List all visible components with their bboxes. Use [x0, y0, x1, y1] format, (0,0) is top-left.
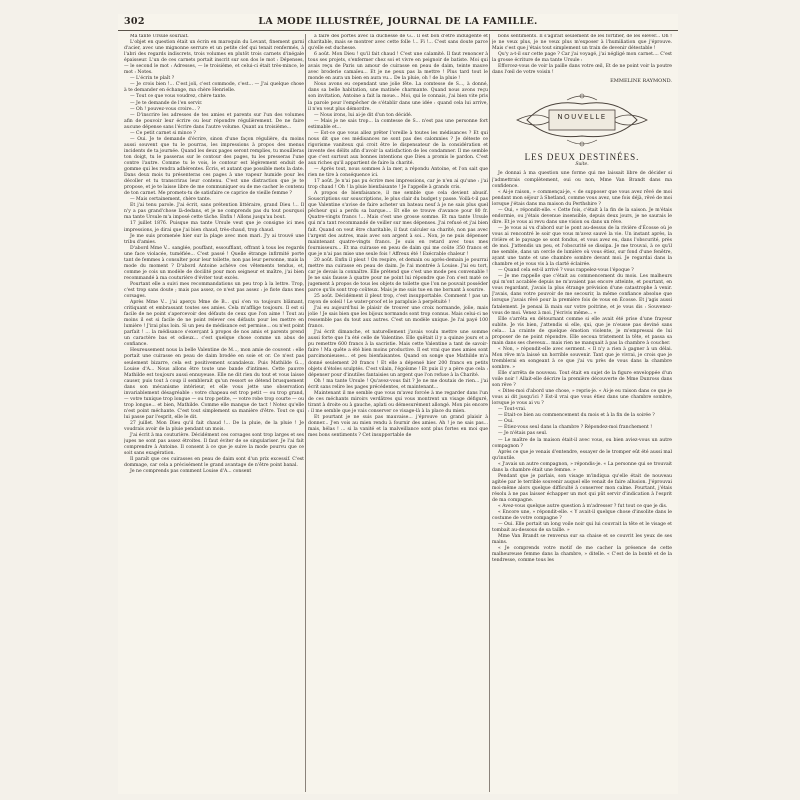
paragraph: Après ce que je venais d'entendre, essayer de le tromper eût été aussi mal qu'inutile. [492, 449, 672, 461]
paragraph: — Etait-ce bien au commencement du mois et à la fin de la soirée ? [498, 413, 655, 419]
paragraph: — Je vous ai vu d'abord sur le pont au-dessus de la rivière d'Écosse où je vous ai rencontré le soir que vous m'avez sauvé la vie. Un instant après, la rivière et le paysage se sont fondus, et vous avez eu, dans l'obscurité, près de moi. J'attendis un peu, et l'obscurité se dissipa. Je me trouvai, à ce qu'il me semble, dans un cercle de lumière où vous étiez, sur fond d'une fenêtre, ayant une tante et une chambre sombre devant moi. Je regardai dans la chambre et je vous vis à la clarté éclairée. [492, 225, 672, 268]
paragraph: — Étiez-vous seul dans la chambre ? Répondez-moi franchement ! [498, 425, 653, 431]
paragraph: — Ce petit carnet si mince ? [130, 130, 196, 136]
paragraph: « Dites-moi d'abord une chose, » repris-je. « Ai-je eu raison dans ce que je vous ai dit jusqu'ici ? Est-il vrai que vous étiez dans une chambre sombre, lorsque je vous ai vu ? [492, 389, 672, 407]
paragraph: 20 août. Enfin il pleut ! On respire, et demain ou après-demain je pourrai mettre ma cuirasse en peau de daim. Je l'ai montrée à Louise. J'ai eu tort, car je devais la connaître. Elle prétend que c'est une mode peu convenable ! Je ne sais fausse à quatre pour ne point lui répondre que l'on s'est maté ce jugement à propos de tous les objets de toilette que l'on ne pouvait posséder parce qu'ils sont trop coûteux. Mais je me suis tue en me bornant à sourire. [308, 257, 488, 293]
paragraph: Nous avons eu cependant une jolie fête. La comtesse de S..., à donné, dans sa belle habitation, une matinée charmante. Quand nous avons reçu son invitation, Antoine a fait la moue... Moi, qui le connais, j'ai bien vite pris la parole pour l'empêcher de s'établir dans une idée : quand cela lui arrive, il n'en veut plus démordre. [308, 82, 488, 112]
paragraph: « Avez-vous quelque autre question à m'adresser ? fut tout ce que je dis. [498, 504, 668, 510]
text-column-1 [124, 34, 304, 794]
page-number: 302 [124, 16, 145, 27]
paragraph: Ma tante Ursule souriait. [130, 34, 189, 39]
journal-page [118, 14, 678, 794]
text-column-2 [308, 34, 488, 794]
paragraph: — Quand cela est-il arrivé ? vous rappelez-vous l'époque ? [498, 268, 634, 274]
page-header [118, 14, 678, 31]
paragraph: 25 août. Décidément il pleut trop, c'est insupportable. Comment ! pas un rayon de soleil ! Le water-proof et le parapluie à perpétuité ! [308, 294, 488, 306]
paragraph: Il paraît que ces cuirasses en peau de daim sont d'un prix excessif. C'est dommage, car cela a précisément le grand avantage de n'être point banal. [124, 457, 304, 469]
paragraph: — Après tout, nous sommes à la mer, a répondu Antoine, et l'on sait que rien ne tire à conséquence ici. [308, 167, 488, 179]
paragraph: 17 août. Je n'ai pas pu écrire mes impressions, car je n'en ai qu'une : j'ai trop chaud ! Oh ! la pluie bienfaisante ! Je l'appelle à grands cris. [308, 179, 488, 191]
paragraph: — Oui. Je te demande d'écrire, sinon d'une façon régulière, du moins aussi souvent que tu le pourras, les impressions à propos des menus incidents de ta journée. Quand les deux pages seront remplies, tu mouilleras ton doigt, tu le passeras sur le contour des pages, tu les presseras l'une contre l'autre. Comme tu le vois, le contour est légèrement enduit de gomme qui les rendra adhérentes. Écris, et autant que possible mets la date. Dans deux mois tu présenteras ces pages à une vapeur humide pour les décoller et tu transcriras leur contenu. C'est une distraction que je te propose, et je te laisse libre de me communiquer ou de me cacher le contenu de ton carnet. Me promets-tu de satisfaire ce caprice de vieille femme ? [124, 136, 304, 197]
paragraph: — D'inscrire les adresses de tes amies et parents sur l'un des volumes afin de pouvoir leur écrire ou leur répondre régulièrement. De ne faire aucune dépense sans l'écrire dans l'autre volume. Quant au troisième... [124, 112, 304, 130]
paragraph: « Encore une, » répondit-elle. « Y avait-il quelque chose d'insolite dans le costume de votre compagne ? [492, 510, 672, 522]
journal-title: LA MODE ILLUSTRÉE, JOURNAL DE LA FAMILLE. [258, 16, 538, 27]
paragraph: Je ne comprends pas comment Louise d'A... consent [130, 469, 252, 475]
paragraph: — L'écrin te plaît ? [130, 76, 175, 82]
paragraph: — Je n'étais pas seul. [498, 431, 548, 437]
paragraph: Qu'y a-t-il sur cette page ? Car j'ai voyagé, j'ai négligé mon carnet.... C'est la grosse écriture de ma tante Ursule : [492, 52, 672, 64]
column-divider [305, 34, 306, 792]
paragraph: 6 août. Mon Dieu ! qu'il fait chaud ! C'est une calamité. Il faut renoncer à tous ses projets, s'enfermer chez soi et vivre en peignoir de batiste. Moi qui avais reçu de Paris un amour de cuirasse en peau de daim, teinte mauve avec broderie camaïeu... Et je ne peux pas la mettre ! Plus tard tout le monde en aura un bien en aura vu... De la pluie, oh ! de la pluie ! [308, 52, 488, 82]
paragraph: 17 juillet 1876. Puisque ma tante Ursule veut que je consigne ici mes impressions, je dirai que j'ai bien chaud, très-chaud, trop chaud. [124, 221, 304, 233]
paragraph: Elle s'arrêta de nouveau. Tout était en sujet de la figure enveloppée d'un voile noir ! Allait-elle décrire la première découverte de Mme Dunross dans son rêve ? [492, 371, 672, 389]
paragraph: Après Mme V... j'ai aperçu Mme de B... qui s'en va toujours blâmant, critiquant et embrassant toutes ses amies. Cela m'afflige toujours. Il est si facile de ne point s'apercevoir des défauts de ceux que l'on aime ! Tout au moins il est si facile de ne point relever ces défauts pour les mettre en lumière ! J'irai plus loin. Si un peu de médisance est permise... ou n'est point parfait ! ... la médisance s'exerçant à propos de nos amis et parents prend un caractère bas et odieux... c'est quelque chose comme un abus de confiance. [124, 300, 304, 348]
paragraph: Je donnai à ma question une forme qui me laissait libre de décider si j'admettrais complètement, oui ou non, Mme Van Brandt dans ma confidence. [492, 171, 672, 189]
paragraph: — Mais je ne sais trop... la comtesse de S... n'est pas une personne fort estimable et... [308, 118, 488, 130]
paragraph: Je me suis promenée hier sur la plage avec mon mari. J'y ai trouvé une tribu d'amies. [124, 233, 304, 245]
paragraph: « Ai-je raison, » commençai-je, « de supposer que vous avez rêvé de moi pendant mon séjour à Shetland, comme vous avez, une fois déjà, rêvé de moi lorsque j'étais dans ma maison du Perthshire ? [492, 189, 672, 207]
paragraph: J'ai eu aujourd'hui le plaisir de trouver une croix normande, jolie, mais jolie ! Je sais bien que les bijoux normands sont trop connus. Mais celui-ci ne ressemble pas du tout aux autres. C'est un modèle unique. Je l'ai payé 100 francs. [308, 306, 488, 330]
paragraph: Mme Van Brandt se renversa sur sa chaise et se couvrit les yeux de ses mains. [492, 534, 672, 546]
paragraph: Maintenant il me semble que vous m'avez forcée à me regarder dans l'un de ces méchants miroirs verdâtres qui vous montrent un visage défiguré, tirant à droite ou à gauche, aplati ou démesurément allongé. Mon pis encore : il me semble que je vais conserver ce visage-là à la place du mien. [308, 390, 488, 414]
paragraph: Et pourtant je ne suis pas mauvaise... j'éprouve un grand plaisir à donner... J'en vois au mien rendu à fournir des amies. Ah ! je ne sais pas... mais, hélas ! ... si la vanité et la malveillance sont plus fortes en moi que mes bons sentiments ? Cet insupportable de [308, 414, 488, 439]
column-divider [489, 34, 490, 792]
paragraph: — Je crois bien !... C'est joli, c'est commode, c'est... — J'ai quelque chose à te demander en échange, ma chère Henrielle. [124, 82, 304, 94]
paragraph: D'abord Mme V... sanglée, pouffant, essoufflant, offrant à tous les regards une face violacée, tuméfiée... C'est passé ! Quelle étrange infirmité porte tant de femmes à consulter pour leur toilette, non pas leur personne, mais la mode du moment ? D'abord Antoine achève ces vêtements tendus, et, comme je cois un modèle de docilité pour mon seigneur et maître, j'ai bien recommandé à ma couturière d'éviter tout excès. [124, 245, 304, 281]
author-signature: EMMELINE RAYMOND. [610, 78, 672, 85]
paragraph: — Mais certainement, chère tante. [130, 197, 211, 203]
paragraph: Elle s'arrêta en détournant comme si elle avait été prise d'une frayeur subite. Je vis bien, j'attendis si elle, qui, que je n'eusse pas deviné sans cela... La crainte de quelque émotion violente, je m'empressai de lui proposer de ne point répondre. Elle secoua tristement la tête, et passa sa main dans ses cheveux... mais rien ne manquait à pas la chambre à coucher. [492, 316, 672, 346]
paragraph: — Je te demande de l'en servir. [130, 100, 203, 106]
paragraph: Oh ! ma tante Ursule ! Qu'avez-vous fait ? Je ne me doutais de rien... j'ai écrit sans relire les pages précédentes, et maintenant... [308, 378, 488, 390]
paragraph: bons sentiments. Il s'agirait seulement de les fortifier, de les élever... Oh ! je ne veux plus, je ne veux plus m'exposer à l'humiliation que j'éprouve. Mais c'est que j'étais tout simplement un train de devenir détestable ! [492, 34, 672, 52]
paragraph: — Oui. Elle portait un long voile noir qui lui couvrait la tête et le visage et tombait au-dessous de sa taille. » [492, 522, 672, 534]
paragraph: « Non, » répondit-elle avec serment. « Il n'y a rien à gagner à un délai. Mon rêve m'a laissé un horrible souvenir. Tant que je vivrai, je crois que je tremblerai en songeant à ce que j'ai vu près de vous dans la chambre sombre. » [492, 346, 672, 370]
paragraph: Pourtant elle a suivi mes recommandations un peu trop à la lettre. Trop, c'est trop sans doute ; mais pas assez, ce n'est pas assez : je fiote dans mes corsages. [124, 281, 304, 300]
paragraph: — Je me rappelle que c'était au commencement du mois. Les malheurs qui m'ont accablée depuis ne m'avaient pas encore atteinte, et pourtant, en vous regardant, j'avais la plus étrange prévision d'une catastrophe à venir. J'avais, dans votre pouvoir de me secourir, la même confiance absolue que lorsque j'avais rêvé pour la première fois de vous en Écosse. Et j'agis aussi fatalement. Je pensai là main sur votre poitrine, et je vous dis : Souvenez-vous de moi. Venez à moi. J'écrivis même... » [492, 274, 672, 316]
paragraph: « J'avais un autre compagnon, » répondis-je. « La personne qui se trouvait dans la chambre était une femme. » [492, 461, 672, 473]
paragraph: 27 juillet. Mon Dieu qu'il fait chaud !... De la pluie, de la pluie ! Je voudrais avoir de la pluie pendant un mois. [124, 421, 304, 433]
paragraph: à faire des portes avec la duchesse de G... Il est bon d'être indulgente et charitable, mais se montrer avec cette folle !... Fi !... C'est sans doute parce qu'elle est duchesse. [308, 34, 488, 52]
paragraph: — Le maître de la maison était-il avec vous, ou bien aviez-vous un autre compagnon ? [492, 437, 672, 449]
paragraph: A propos de bienfaisance, il me semble que cela devient abusif. Souscriptions sur souscriptions, le plus clair du budget y passe. Voilà-t-il pas que Valentine s'avise de faire acheter un bateau neuf à je ne sais plus quel pêcheur qui a perdu sa barque.... Et elle se trouve d'avance pour 80 fr. Quatre-vingts francs !... Mais c'est une grosse somme. Et ma tante Ursule qui m'a tant recommandé de veiller sur mes dépenses. J'ai refusé et j'ai bien fait. Quand on veut être charitable, il faut calculer sa charité, non pas avec l'argent des autres, mais avec son argent à soi... Non, je ne puis dépenser maintenant quatre-vingts francs. Je suis en retard avec tous mes fournisseurs... Et ma cuirasse en peau de daim qui me coûte 350 francs et que je n'ai pas mise une seule fois ! Affreux été ! Exécrable chaleur ! [308, 191, 488, 257]
paragraph: — Oui, » répondit-elle. « Cette fois, c'était à la fin de la saison. Je m'étais endormie, ou j'étais devenue insensible, depuis deux jours, je ne saurais le dire. Et je vous ai revu dans une vision ou dans un rêve. [492, 207, 672, 225]
paragraph: J'ai écrit dimanche, et naturellement j'avais voulu mettre une somme aussi forte que l'a été celle de Valentine. Elle quêtait il y a quinze jours et a pu remettre 600 francs à la sacristie. Mais cette Valentine a tant de savoir-faire ! Ma quête a été bien moins productive. Il est vrai que mes amies sont parcimonieuses... et peu bienfaisantes. Quand on songe que Mathilde m'a donné seulement 20 francs ! Et elle a dépensé hier 200 francs en petits objets d'étoles sculptés. C'est vilain, l'égoïsme ! Et puis il y a père que cela : dépenser pour d'inutiles fantaisies un argent que l'on refuse à la Charité. [308, 330, 488, 378]
paragraph: — Tout ce que vous voudrez, chère tante. [130, 94, 227, 100]
paragraph: — Oh ! pouvez-vous croire... ? [130, 106, 200, 112]
paragraph: Efforcez-vous de voir la paille dans votre œil, Et de ne point voir la poutre dans l'œil de votre voisin ! [492, 64, 672, 76]
paragraph: Heureusement nous la belle Valentine de M..., mon amie de couvent : elle portait une cuirasse en peau de daim brodée en soie et or. Ce n'est pas seulement bizarre, cela est positivement scandaleux. Puis Mathilde G..., Louise d'A... Nous allons être toute une bande d'intimes. Cette pauvre Mathilde est toujours aussi ennuyeuse. Elle ne dit rien du tout et vous laisse causer, puis tout à coup il semblerait qu'un ressort se détend brusquement dans son mécanisme intérieur, et elle vous jette une observation invariablement désagréable : votre chapeau est trop petit — ou trop grand, — votre tunique trop longue — ou trop petite, — votre robe trop courte — ou trop longue... et bien, Mathilde. Comme elle manque de tact ! Notez qu'elle n'est point méchante. C'est tout simplement sa manière d'être. Tout ce qui lui passe par l'esprit, elle le dit. [124, 348, 304, 420]
paragraph: Pendant que je parlais, son visage m'indiqua qu'elle était de nouveau agitée par le terrible souvenir auquel elle venait de faire allusion. J'éprouvai moi-même alors quelque difficulté à conserver mon calme. Pourtant, j'étais résolu à ne pas laisser échapper un mot qui pût servir d'indication à l'esprit de ma compagne. [492, 473, 672, 503]
paragraph: J'ai écrit à ma couturière. Décidément ces corsages sont trop larges et ses jupes ne sont pas assez étroites. Il faut éviter de se singulariser. Je l'ai fait comprendre à Antoine. Il consent à ce que je suive la mode pourvu que ce soit sans exagération. [124, 433, 304, 457]
paragraph: « Je comprends votre motif de me cacher la présence de cette malheureuse femme dans la chambre, » ditelle. « C'est de la bonté et de la tendresse, comme tous les [492, 546, 672, 564]
paragraph: — Oui. [498, 419, 514, 425]
text-column-3 [492, 34, 672, 794]
paragraph: — Est-ce que vous allez prêter l'oreille à toutes les médisances ? Et qui nous dit que ces médisances ne sont pas des calomnies ? Je déteste ce rigorisme vaniteux qui croit être le dispensateur de la considération et invente des délits afin d'avoir la satisfaction de les condamner. Il me semble que c'est surtout aux bonnes intentions que Dieu a promis le pardon. C'est aux riches qu'il appartient de faire la charité. [308, 130, 488, 166]
paragraph: L'objet en question était un écrin en maroquin du Levant, finement garni d'acier, avec une mignonne serrure et un petite clef qui tenait renfermés, à l'abri des regards indiscrets, trois volumes en plutôt trois carnets d'inégale épaisseur. L'un de ces carnets portait inscrit sur son dos le mot : Dépenses, — le second le mot : Adresses, — le troisième, et celui-ci était très-mince, le mot : Notes. [124, 40, 304, 76]
paragraph: Et j'ai tenu parole. J'ai écrit, sans prétention littéraire, grand Dieu !... Il n'y a pas grand'chose là-dedans, et je ne comprends pas du tout pourquoi ma tante Ursule m'a imposé cette tâche. Enfin ! Allons jusqu'au bout. [124, 203, 304, 221]
banner-label: NOUVELLE [557, 113, 607, 122]
paragraph: — Tout-vrai. [498, 407, 527, 413]
story-title: LES DEUX DESTINÉES. [524, 152, 640, 163]
paragraph: — Nous irons, lui ai-je dit d'un ton décidé. [314, 112, 413, 118]
nouvelle-banner [507, 90, 657, 150]
story-subtitle: Suite. [575, 162, 589, 168]
